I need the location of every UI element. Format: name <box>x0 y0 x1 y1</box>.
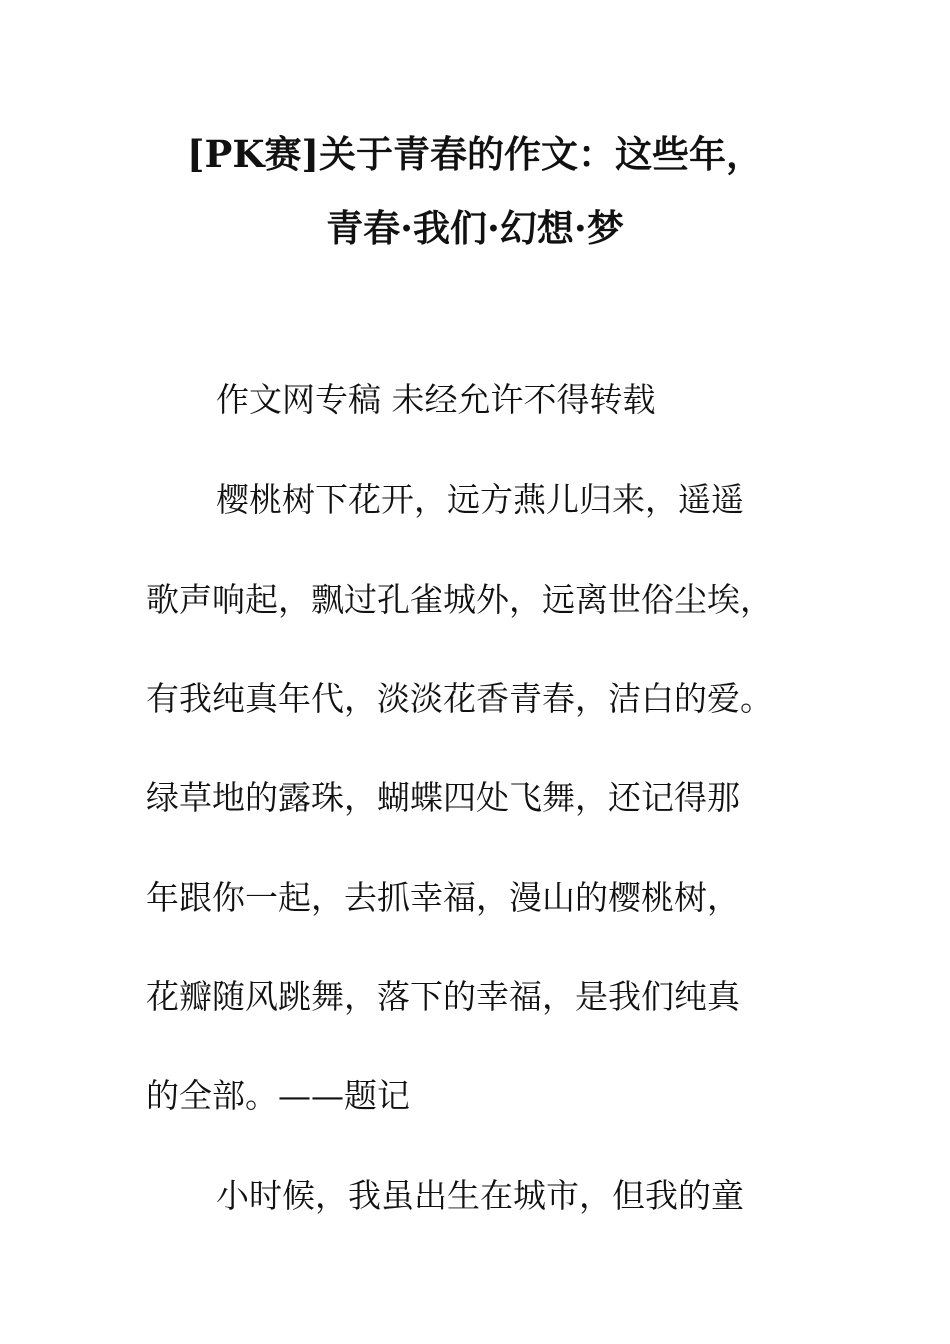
document-title-line-2: 青春·我们·幻想·梦 <box>326 206 624 250</box>
body-line: 小时候，我虽出生在城市，但我的童 <box>216 1176 744 1215</box>
body-line: 绿草地的露珠，蝴蝶四处飞舞，还记得那 <box>146 778 740 817</box>
document-title-line-1: [PK赛]关于青春的作文：这些年， <box>187 132 763 176</box>
body-line: 樱桃树下花开，远方燕儿归来，遥遥 <box>216 480 744 519</box>
body-line: 花瓣随风跳舞，落下的幸福，是我们纯真 <box>146 977 740 1016</box>
body-line: 年跟你一起，去抓幸福，漫山的樱桃树， <box>146 878 740 917</box>
body-line: 的全部。——题记 <box>146 1076 410 1115</box>
byline: 作文网专稿 未经允许不得转载 <box>216 380 656 419</box>
body-line: 歌声响起，飘过孔雀城外，远离世俗尘埃， <box>146 580 773 619</box>
body-line: 有我纯真年代，淡淡花香青春，洁白的爱。 <box>146 679 773 718</box>
